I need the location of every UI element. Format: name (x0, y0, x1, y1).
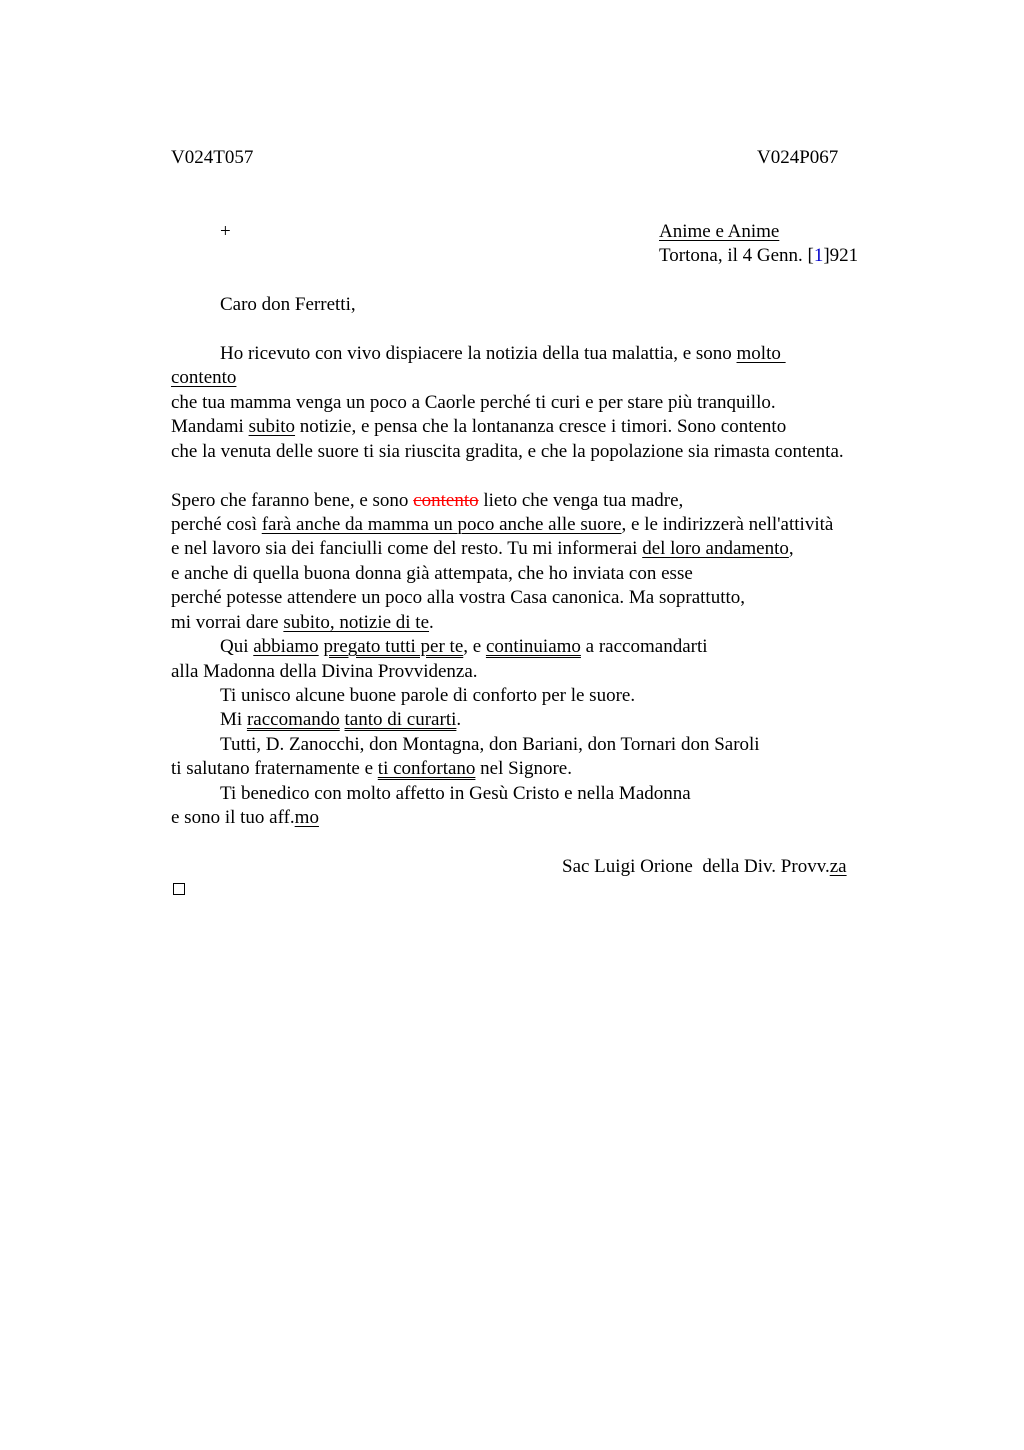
text-line: alla Madonna della Divina Provvidenza. (171, 661, 478, 682)
struck-word: contento (413, 490, 479, 511)
place-date-text: Tortona, il 4 Genn. [ (659, 245, 814, 266)
underlined-phrase: za (829, 856, 847, 877)
text-line: Mi raccomando tanto di curarti. (220, 709, 462, 730)
motto (659, 220, 779, 244)
text-line: mi vorrai dare subito, notizie di te. (171, 612, 434, 633)
text-line: che tua mamma venga un poco a Caorle perché ti curi e per stare più tranquillo. (171, 392, 776, 413)
double-underlined-phrase: ti confortano (377, 758, 476, 779)
underlined-phrase: contento (171, 367, 237, 388)
text-line: e anche di quella buona donna già attempata, che ho inviata con esse (171, 563, 693, 584)
document-code-right: V024P067 (757, 147, 839, 168)
text-line (171, 366, 236, 390)
text-line: perché così farà anche da mamma un poco anche alle suore, e le indirizzerà nell'attività (171, 514, 834, 535)
text-line: ti salutano fraternamente e ti confortano nel Signore. (171, 758, 572, 779)
text-line: Ti unisco alcune buone parole di conforto per le suore. (220, 685, 636, 706)
text-line: Spero che faranno bene, e sono contento lieto che venga tua madre, (171, 490, 684, 511)
text-line: Tutti, D. Zanocchi, don Montagna, don Bariani, don Tornari don Saroli (220, 734, 760, 755)
underlined-phrase: farà anche da mamma un poco anche alle suore (261, 514, 622, 535)
double-underlined-phrase: continuiamo (485, 636, 581, 657)
text-line: e nel lavoro sia dei fanciulli come del resto. Tu mi informerai del loro andamento, (171, 538, 794, 559)
underlined-phrase: subito (248, 416, 296, 437)
underlined-phrase: abbiamo (253, 636, 319, 657)
text-line: e sono il tuo aff.mo (171, 807, 319, 828)
text-line: Ho ricevuto con vivo dispiacere la notizia della tua malattia, e sono molto (220, 343, 786, 364)
document-code-left: V024T057 (171, 147, 254, 168)
text-line: Mandami subito notizie, e pensa che la lontananza cresce i timori. Sono contento (171, 416, 787, 437)
editorial-insertion: 1 (813, 245, 824, 266)
underlined-phrase: del loro andamento (642, 538, 789, 559)
double-underlined-phrase: tanto di curarti (344, 709, 457, 730)
place-date (659, 244, 858, 268)
cross-symbol: + (220, 221, 231, 242)
double-underlined-phrase: pregato tutti per te (323, 636, 464, 657)
text-line: che la venuta delle suore ti sia riuscita gradita, e che la popolazione sia rimasta contenta. (171, 441, 844, 462)
text-line: Qui abbiamo pregato tutti per te, e continuiamo a raccomandarti (220, 636, 708, 657)
underlined-phrase: subito, notizie di te (283, 612, 430, 633)
signature: Sac Luigi Orione della Div. Provv.za (562, 856, 847, 877)
text-line: perché potesse attendere un poco alla vostra Casa canonica. Ma soprattutto, (171, 587, 746, 608)
motto-text: Anime e Anime (659, 221, 780, 242)
underlined-phrase: mo (294, 807, 319, 828)
salutation: Caro don Ferretti, (220, 294, 356, 315)
double-underlined-phrase: raccomando (246, 709, 340, 730)
underlined-phrase: molto (736, 343, 786, 364)
checkbox-square-icon (173, 883, 185, 895)
place-date-year: ]921 (823, 245, 859, 266)
text-line: Ti benedico con molto affetto in Gesù Cristo e nella Madonna (220, 783, 691, 804)
